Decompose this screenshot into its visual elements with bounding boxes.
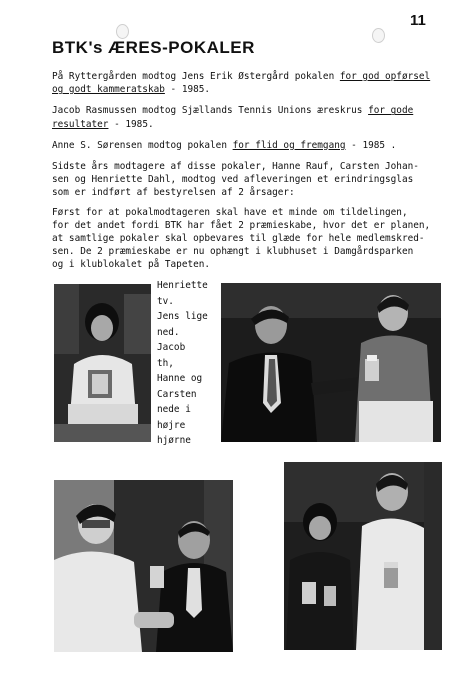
photo-jens [221,283,441,442]
caption-line: Jens lige [157,311,208,322]
p1-underline-b: og godt kammeratskab [52,84,165,96]
binder-hole-right [372,28,385,43]
caption-line: ned. [157,326,180,338]
caption-line: Henriette [157,280,208,291]
caption-line: højre [157,419,186,431]
photo-hanne-carsten [284,462,442,650]
p3-underline: for flid og fremgang [232,139,346,151]
p5-line: og i klublokalet på Tapeten. [52,259,211,271]
paragraph-jacob [52,104,452,130]
caption-line: Jacob [157,342,186,353]
p5-line: for det andet fordi BTK har fået 2 præmieskabe, hvor det er planen, [52,219,431,231]
p1-text-b: - 1985. [164,84,211,96]
caption-line: Hanne og [157,373,203,384]
caption-line: tv. [157,295,174,307]
page-title: BTK's ÆRES-POKALER [52,38,255,57]
photo-caption [157,278,219,449]
p2-text-a: Jacob Rasmussen modtog Sjællands Tennis Unions æreskrus [52,105,369,117]
caption-line: hjørne [157,435,191,446]
p4-line: Sidste års modtagere af disse pokaler, Hanne Rauf, Carsten Johan- [52,161,419,173]
p3-text-c: - 1985 . [345,139,397,151]
photo-henriette [54,284,151,442]
p3-text-a: Anne S. Sørensen modtog pokalen [52,139,233,151]
paragraph-jens-erik [52,70,452,96]
p5-line: Først for at pokalmodtageren skal have et minde om tildelingen, [52,206,408,218]
p1-underline-a: for god opførsel [339,71,431,82]
p5-line: at samtlige pokaler skal opbevares til glæde for hele medlemskred- [52,233,425,245]
page-number: 11 [410,12,426,29]
paragraph-last-year [52,160,452,200]
article-body [52,70,452,280]
photo-jacob [54,480,233,652]
binder-hole-left [116,24,129,39]
caption-line: Carsten [157,388,197,400]
p1-text-a: På Ryttergården modtog Jens Erik Østergård pokalen [52,71,340,82]
p4-line: sen og Henriette Dahl, modtog ved afleveringen et erindringsglas [52,174,414,186]
caption-line: nede i [157,404,191,415]
paragraph-anne [52,139,452,152]
p2-text-b: - 1985. [108,118,154,130]
p2-underline-b: resultater [52,118,109,130]
p4-line: som er indført af bestyrelsen af 2 årsager: [52,187,295,199]
paragraph-reasons [52,206,452,272]
caption-line: th, [157,357,174,369]
p2-underline-a: for gode [368,105,414,117]
p5-line: sen. De 2 præmieskabe er nu ophængt i klubhuset i Damgårdsparken [52,246,414,258]
